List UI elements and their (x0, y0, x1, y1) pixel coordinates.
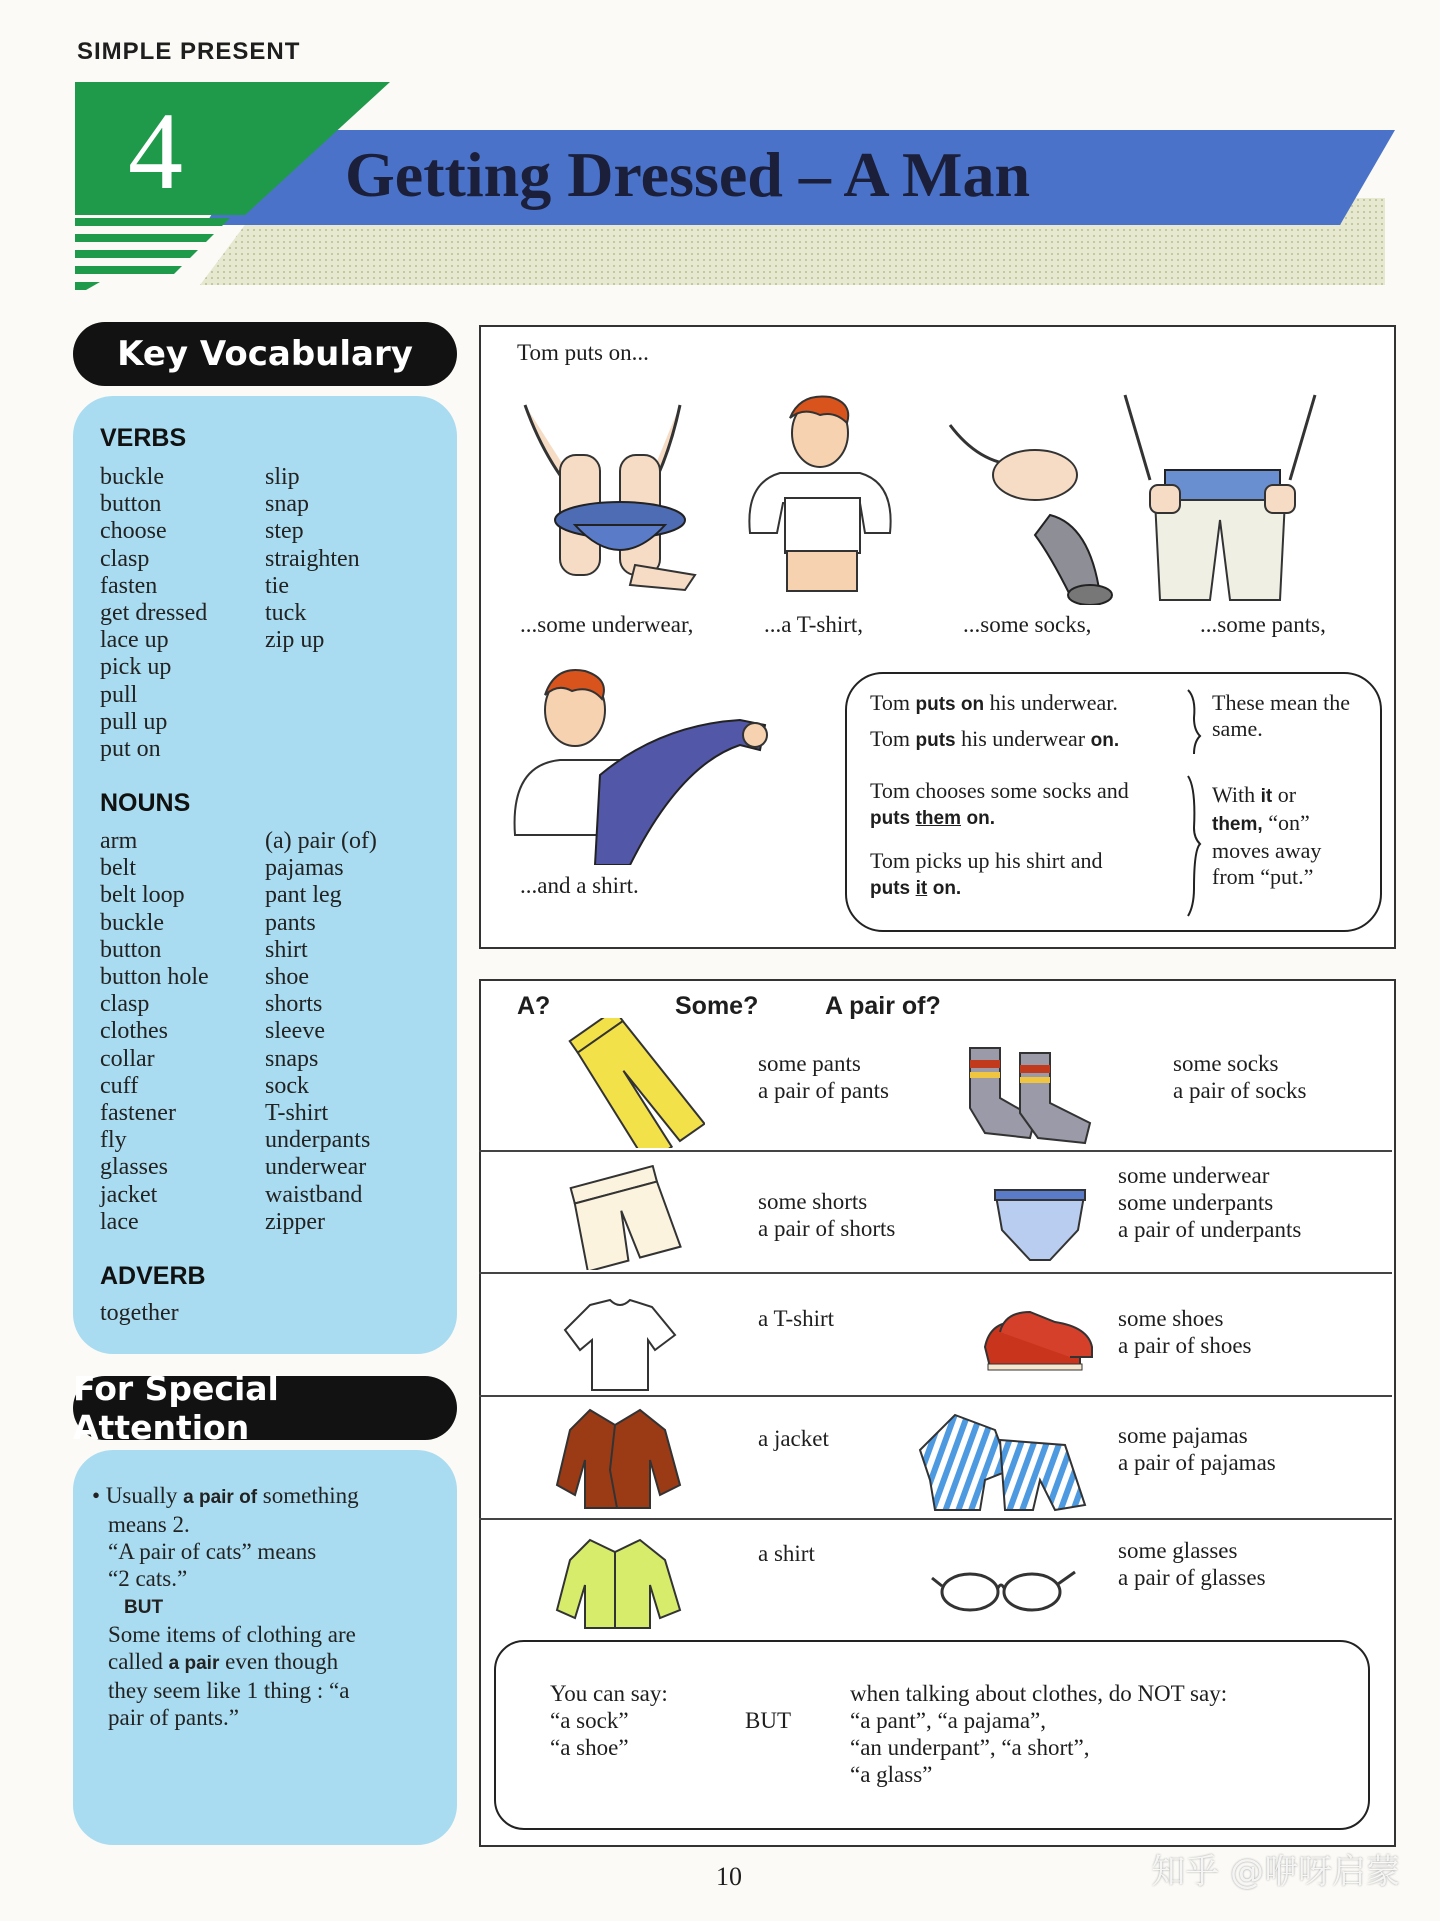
pajamas-icon (915, 1410, 1090, 1515)
vocab-word: sleeve (265, 1018, 325, 1045)
shoes-icon (980, 1302, 1095, 1377)
vocab-word: shorts (265, 991, 323, 1018)
nouns-list-1 (100, 828, 209, 1236)
vocab-word: pick up (100, 654, 172, 681)
vocab-word: choose (100, 518, 167, 545)
vocab-word: fasten (100, 572, 158, 599)
vocab-word: snaps (265, 1045, 319, 1072)
unit-number: 4 (128, 90, 183, 212)
verbs-list-1 (100, 464, 207, 763)
caption-shirt: ...and a shirt. (520, 873, 639, 898)
lesson-title: Getting Dressed – A Man (345, 139, 1031, 210)
tshirt-icon (560, 1295, 680, 1395)
vocab-word: slip (265, 464, 300, 490)
vocab-word: arm (100, 828, 138, 854)
row1-left-text: some pants a pair of pants (758, 1051, 889, 1103)
vocab-word: clothes (100, 1018, 168, 1045)
socks-icon (960, 1038, 1120, 1148)
row4-left-text: a jacket (758, 1426, 829, 1451)
vocab-word: button (100, 491, 162, 518)
row5-right-text: some glasses a pair of glasses (1118, 1538, 1266, 1590)
vocab-word: step (265, 518, 304, 545)
watermark: 知乎 @咿呀启蒙 (1151, 1852, 1400, 1892)
verbs-heading: VERBS (100, 424, 187, 452)
tshirt-man-illustration (725, 393, 920, 603)
nouns-heading: NOUNS (100, 789, 191, 817)
vocab-word: fastener (100, 1100, 176, 1127)
vocab-word: snap (265, 491, 309, 518)
vocab-word: zipper (265, 1208, 325, 1235)
row3-left-text: a T-shirt (758, 1306, 835, 1331)
vocab-word: shirt (265, 936, 308, 963)
header-some: Some? (675, 992, 759, 1020)
glasses-icon (930, 1560, 1080, 1615)
vocab-word: cuff (100, 1072, 139, 1099)
grammar-note-left: Tom puts on his underwear. Tom puts his underwear on. Tom chooses some socks and puts them on. Tom picks up his shirt and puts it on. (870, 690, 1129, 899)
vocab-word: collar (100, 1045, 155, 1072)
row3-right-text: some shoes a pair of shoes (1118, 1306, 1252, 1358)
vocab-word: pant leg (265, 882, 342, 909)
adverb-heading: ADVERB (100, 1262, 206, 1290)
underwear-illustration (505, 395, 735, 600)
vocab-word: zip up (265, 627, 325, 654)
do-not-say-text: when talking about clothes, do NOT say: “a pant”, “a pajama”, “an underpant”, “a short”, “a glass” (850, 1681, 1228, 1787)
row2-right-text: some underwear some underpants a pair of underpants (1118, 1163, 1302, 1242)
page-number: 10 (716, 1862, 742, 1891)
row-divider (479, 1518, 1392, 1520)
special-attention-heading: For Special Attention (73, 1376, 457, 1440)
vocab-word: button hole (100, 964, 209, 991)
socks-illustration (940, 405, 1125, 605)
row-divider (479, 1272, 1392, 1274)
vocab-word: buckle (100, 909, 164, 936)
vocab-word: jacket (100, 1181, 158, 1208)
vocab-word: together (100, 1300, 179, 1326)
vocab-word: clasp (100, 991, 150, 1018)
vocab-word: pull up (100, 708, 168, 735)
vocab-word: shoe (265, 964, 309, 991)
header-a: A? (517, 992, 551, 1020)
vocab-word: lace up (100, 627, 169, 654)
vocab-word: pants (265, 909, 316, 936)
row1-right-text: some socks a pair of socks (1173, 1051, 1307, 1103)
row4-right-text: some pajamas a pair of pajamas (1118, 1423, 1276, 1475)
underpants-icon (990, 1180, 1090, 1270)
header-a-pair-of: A pair of? (825, 992, 941, 1020)
vocab-word: lace (100, 1208, 139, 1235)
vocab-word: underpants (265, 1127, 371, 1154)
vocab-word: get dressed (100, 600, 208, 627)
shirt-man-illustration (510, 665, 775, 865)
row2-left-text: some shorts a pair of shorts (758, 1189, 896, 1241)
caption-socks: ...some socks, (963, 612, 1092, 637)
section-label: SIMPLE PRESENT (77, 38, 301, 65)
vocab-word: waistband (265, 1181, 363, 1208)
vocab-word: straighten (265, 545, 360, 572)
nouns-list-2 (265, 828, 377, 1236)
vocab-word: put on (100, 736, 161, 763)
vocab-word: button (100, 936, 162, 963)
vocab-word: fly (100, 1127, 127, 1154)
vocab-word: underwear (265, 1154, 367, 1181)
vocab-word: (a) pair (of) (265, 828, 377, 854)
vocab-word: T-shirt (265, 1100, 329, 1127)
footer-but: BUT (745, 1708, 791, 1733)
verbs-list-2 (265, 464, 360, 654)
key-vocabulary-heading: Key Vocabulary (73, 322, 457, 386)
vocab-word: pajamas (265, 855, 344, 882)
grammar-note-right: These mean the same. With it or them, “on” moves away from “put.” (1212, 690, 1351, 889)
puts-on-intro: Tom puts on... (517, 340, 649, 365)
vocab-word: clasp (100, 545, 150, 572)
vocab-word: pull (100, 681, 138, 708)
row5-left-text: a shirt (758, 1541, 815, 1566)
jacket-icon (555, 1400, 685, 1515)
row-divider (479, 1395, 1392, 1397)
pants-icon (560, 1018, 705, 1148)
caption-tshirt: ...a T-shirt, (764, 612, 864, 637)
can-say-text: You can say: “a sock” “a shoe” (550, 1681, 668, 1760)
caption-pants: ...some pants, (1200, 612, 1326, 637)
vocab-word: tuck (265, 600, 307, 627)
vocab-word: glasses (100, 1154, 168, 1181)
vocab-word: belt loop (100, 882, 185, 909)
vocab-word: sock (265, 1072, 309, 1099)
vocab-word: tie (265, 572, 289, 599)
special-attention-text: • Usually a pair of something means 2. “A pair of cats” means “2 cats.” BUT Some items of clothing are called a pair even though they seem like 1 thing : “a pair of pants.” (92, 1483, 359, 1730)
vocab-word: belt (100, 855, 136, 882)
brace-lines (1180, 688, 1206, 920)
row-divider (479, 1150, 1392, 1152)
shirt-icon (555, 1530, 685, 1635)
adverb-list (100, 1300, 179, 1327)
shorts-icon (565, 1165, 685, 1270)
pants-illustration (1110, 390, 1335, 605)
caption-underwear: ...some underwear, (520, 612, 694, 637)
vocab-word: buckle (100, 464, 164, 490)
